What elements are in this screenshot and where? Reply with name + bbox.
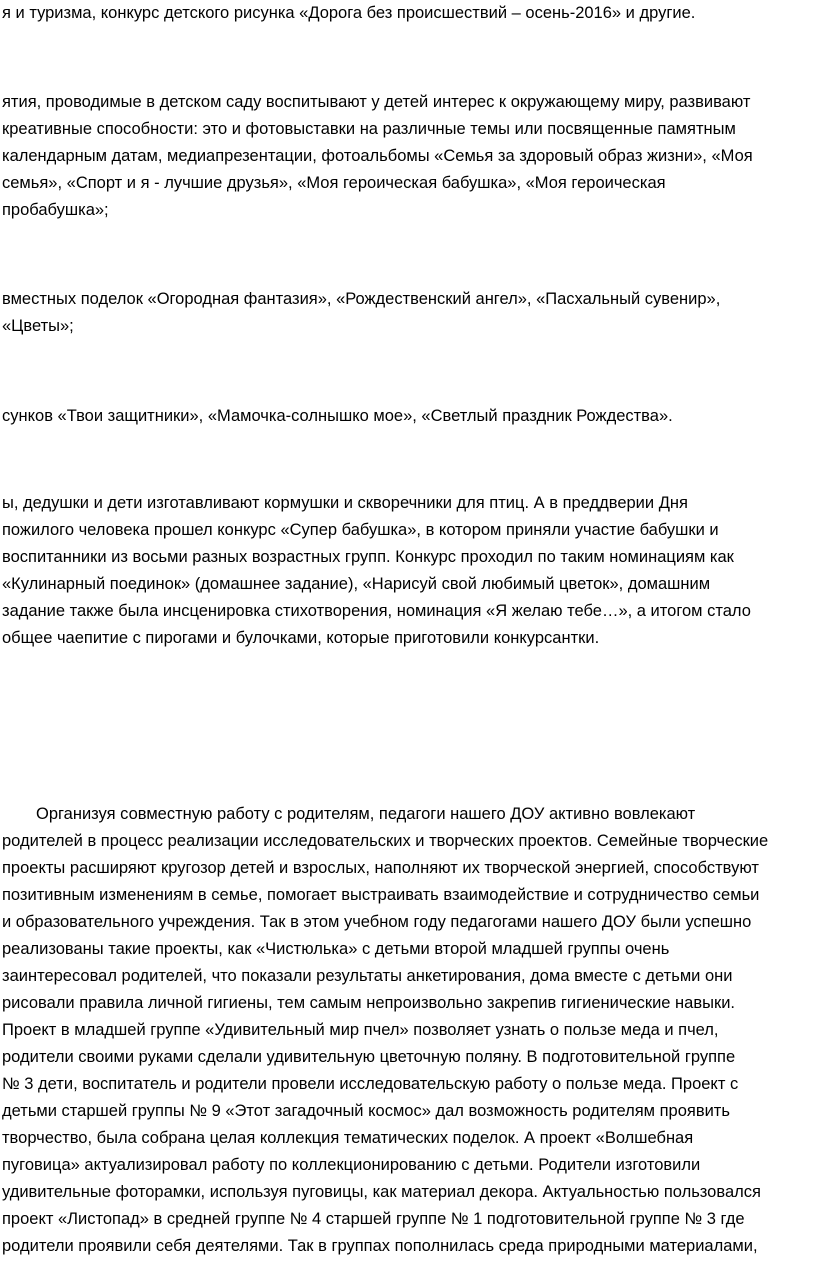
text-line: задание также была инсценировка стихотворения, номинация «Я желаю тебе…», а итогом стало xyxy=(2,602,751,620)
text-line: детьми старшей группы № 9 «Этот загадочный космос» дал возможность родителям проявить xyxy=(2,1102,730,1120)
text-line: Проект в младшей группе «Удивительный мир пчел» позволяет узнать о пользе меда и пчел, xyxy=(2,1021,719,1039)
text-line: № 3 дети, воспитатель и родители провели исследовательскую работу о пользе меда. Проект с xyxy=(2,1075,739,1093)
text-line: удивительные фоторамки, используя пуговицы, как материал декора. Актуальностью пользовался xyxy=(2,1183,761,1201)
text-line: семья», «Спорт и я - лучшие друзья», «Моя героическая бабушка», «Моя героическая xyxy=(2,174,666,192)
text-line: пуговица» актуализировал работу по коллекционированию с детьми. Родители изготовили xyxy=(2,1156,701,1174)
text-line: позитивным изменениям в семье, помогает выстраивать взаимодействие и сотрудничество семьи xyxy=(2,886,760,904)
text-line: родители проявили себя деятелями. Так в группах пополнилась среда природными материалами, xyxy=(2,1237,758,1255)
text-line: «Кулинарный поединок» (домашнее задание), «Нарисуй свой любимый цветок», домашним xyxy=(2,575,711,593)
text-line: календарным датам, медиапрезентации, фотоальбомы «Семья за здоровый образ жизни», «Моя xyxy=(2,147,753,165)
text-line: пробабушка»; xyxy=(2,201,109,219)
text-line: родители своими руками сделали удивительную цветочную поляну. В подготовительной группе xyxy=(2,1048,736,1066)
text-line: пожилого человека прошел конкурс «Супер бабушка», в котором приняли участие бабушки и xyxy=(2,521,719,539)
text-line: реализованы такие проекты, как «Чистюлька» с детьми второй младшей группы очень xyxy=(2,940,670,958)
text-line: и образовательного учреждения. Так в этом учебном году педагогами нашего ДОУ были успешно xyxy=(2,913,752,931)
text-line: «Цветы»; xyxy=(2,317,74,335)
text-line: вместных поделок «Огородная фантазия», «Рождественский ангел», «Пасхальный сувенир», xyxy=(2,290,721,308)
text-line: ятия, проводимые в детском саду воспитывают у детей интерес к окружающему миру, развивают xyxy=(2,93,751,111)
text-line: родителей в процесс реализации исследовательских и творческих проектов. Семейные творческие xyxy=(2,832,769,850)
text-line: сунков «Твои защитники», «Мамочка-солнышко мое», «Светлый праздник Рождества». xyxy=(2,407,673,425)
text-line: проекты расширяют кругозор детей и взрослых, наполняют их творческой энергией, способствуют xyxy=(2,859,759,877)
text-line: воспитанники из восьми разных возрастных групп. Конкурс проходил по таким номинациям как xyxy=(2,548,734,566)
text-line: ы, дедушки и дети изготавливают кормушки и скворечники для птиц. А в преддверии Дня xyxy=(2,494,688,512)
text-line: рисовали правила личной гигиены, тем самым непроизвольно закрепив гигиенические навыки. xyxy=(2,994,735,1012)
text-line: я и туризма, конкурс детского рисунка «Дорога без происшествий – осень-2016» и другие. xyxy=(2,4,696,22)
paragraph-first-line: Организуя совместную работу с родителям, педагоги нашего ДОУ активно вовлекают xyxy=(36,805,696,823)
text-line: креативные способности: это и фотовыставки на различные темы или посвященные памятным xyxy=(2,120,736,138)
text-line: проект «Листопад» в средней группе № 4 старшей группе № 1 подготовительной группе № 3 где xyxy=(2,1210,745,1228)
text-line: общее чаепитие с пирогами и булочками, которые приготовили конкурсантки. xyxy=(2,629,600,647)
text-line: творчество, была собрана целая коллекция тематических поделок. А проект «Волшебная xyxy=(2,1129,694,1147)
text-line: заинтересовал родителей, что показали результаты анкетирования, дома вместе с детьми они xyxy=(2,967,733,985)
